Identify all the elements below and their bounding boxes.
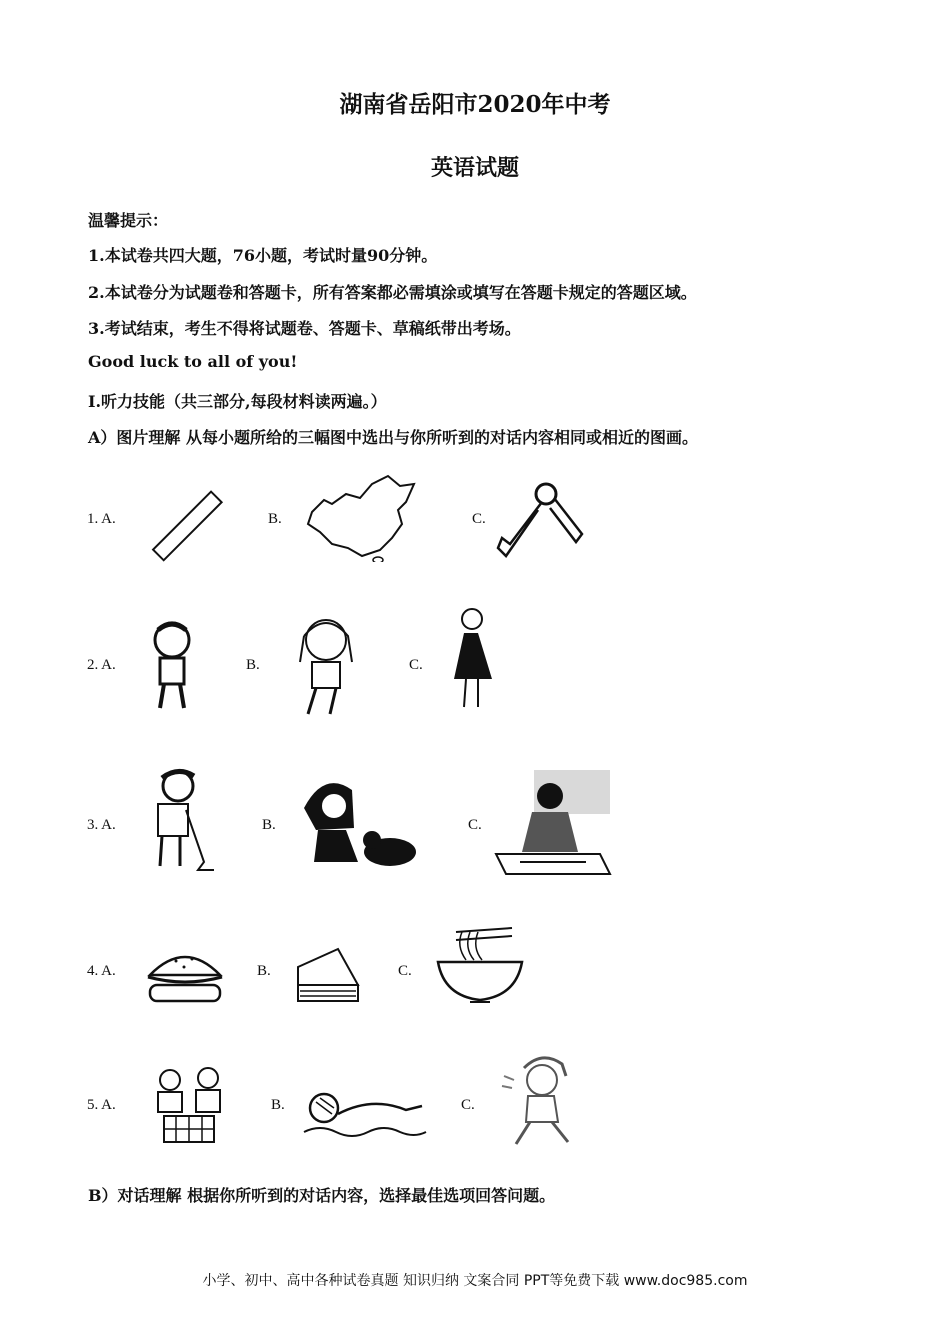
q2-label-c: C. — [409, 657, 423, 673]
girl-cooking-icon — [490, 768, 614, 882]
girl-in-dress-icon — [448, 603, 504, 709]
q5-label-c: C. — [461, 1097, 475, 1113]
section1-title: I.听力技能（共三部分,每段材料读两遍。） — [88, 392, 387, 411]
page-title: 湖南省岳阳市2020年中考 — [339, 91, 611, 118]
girl-with-dog-icon — [296, 768, 422, 872]
china-map-icon — [302, 472, 420, 562]
q1-label-c: C. — [472, 511, 486, 527]
q4-label-b: B. — [257, 963, 271, 979]
boy-icon — [146, 616, 198, 712]
partA-instructions: A）图片理解 从每小题所给的三幅图中选出与你所听到的对话内容相同或相近的图画。 — [88, 428, 698, 447]
partB-instructions: B）对话理解 根据你所听到的对话内容，选择最佳选项回答问题。 — [88, 1186, 556, 1205]
running-boy-icon — [496, 1046, 588, 1150]
q3-label-a: 3. A. — [87, 817, 116, 833]
notice-item-2: 2.本试卷分为试题卷和答题卡，所有答案都必需填涂或填写在答题卡规定的答题区域。 — [88, 283, 697, 302]
q2-label-a: 2. A. — [87, 657, 116, 673]
q1-label-a: 1. A. — [87, 511, 116, 527]
ruler-icon — [150, 488, 225, 566]
girl-icon — [290, 610, 362, 718]
sweeping-boy-icon — [146, 766, 218, 874]
q2-label-b: B. — [246, 657, 260, 673]
q4-label-a: 4. A. — [87, 963, 116, 979]
q3-label-b: B. — [262, 817, 276, 833]
good-luck: Good luck to all of you! — [88, 352, 298, 371]
q5-label-a: 5. A. — [87, 1097, 116, 1113]
page-subtitle: 英语试题 — [430, 155, 519, 181]
q4-label-c: C. — [398, 963, 412, 979]
swimmer-icon — [302, 1082, 428, 1146]
keys-icon — [490, 478, 590, 562]
q3-label-c: C. — [468, 817, 482, 833]
footer: 小学、初中、高中各种试卷真题 知识归纳 文案合同 PPT等免费下载 www.doc985.com — [202, 1273, 748, 1289]
q5-label-b: B. — [271, 1097, 285, 1113]
notice-item-1: 1.本试卷共四大题，76小题，考试时量90分钟。 — [88, 246, 438, 265]
noodles-icon — [436, 922, 526, 1008]
hamburger-icon — [144, 945, 226, 1007]
notice-heading: 温馨提示： — [88, 211, 169, 230]
chess-players-icon — [150, 1062, 232, 1146]
notice-item-3: 3.考试结束，考生不得将试题卷、答题卡、草稿纸带出考场。 — [88, 319, 521, 338]
q1-label-b: B. — [268, 511, 282, 527]
sandwich-icon — [292, 945, 364, 1007]
